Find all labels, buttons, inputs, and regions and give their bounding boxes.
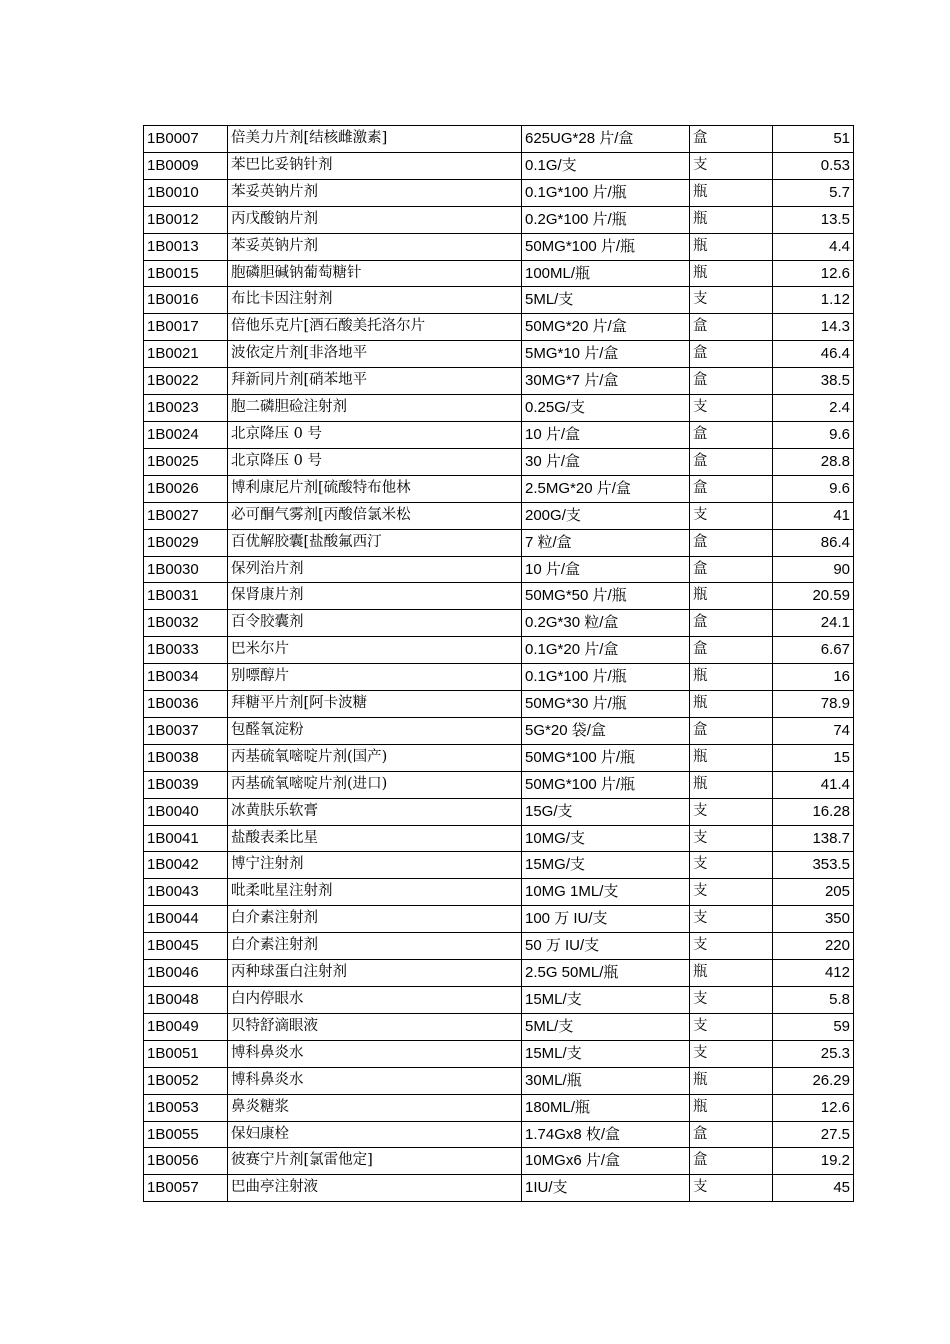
drug-price-cell: 20.59 [773, 583, 854, 610]
drug-code-cell: 1B0039 [144, 771, 228, 798]
drug-price-cell: 12.6 [773, 1094, 854, 1121]
drug-code-cell: 1B0041 [144, 825, 228, 852]
drug-name-cell: 博科鼻炎水 [228, 1040, 522, 1067]
drug-code-cell: 1B0032 [144, 610, 228, 637]
drug-unit-cell: 支 [690, 502, 773, 529]
drug-name-cell: 保妇康栓 [228, 1121, 522, 1148]
drug-code-cell: 1B0052 [144, 1067, 228, 1094]
drug-unit-cell: 支 [690, 1013, 773, 1040]
drug-spec-cell: 10MGx6 片/盒 [522, 1148, 690, 1175]
drug-code-cell: 1B0021 [144, 341, 228, 368]
drug-price-table [143, 125, 854, 1202]
drug-code-cell: 1B0009 [144, 152, 228, 179]
drug-price-cell: 9.6 [773, 475, 854, 502]
drug-name-cell: 丙种球蛋白注射剂 [228, 960, 522, 987]
drug-unit-cell: 盒 [690, 448, 773, 475]
drug-spec-cell: 0.1G*20 片/盒 [522, 637, 690, 664]
drug-spec-cell: 30 片/盒 [522, 448, 690, 475]
drug-unit-cell: 支 [690, 152, 773, 179]
drug-name-cell: 博科鼻炎水 [228, 1067, 522, 1094]
drug-unit-cell: 盒 [690, 1148, 773, 1175]
drug-code-cell: 1B0055 [144, 1121, 228, 1148]
drug-code-cell: 1B0010 [144, 179, 228, 206]
drug-spec-cell: 5MG*10 片/盒 [522, 341, 690, 368]
table-row [144, 1067, 854, 1094]
drug-spec-cell: 50MG*30 片/瓶 [522, 691, 690, 718]
drug-code-cell: 1B0036 [144, 691, 228, 718]
drug-price-cell: 41 [773, 502, 854, 529]
drug-unit-cell: 支 [690, 395, 773, 422]
drug-code-cell: 1B0037 [144, 717, 228, 744]
drug-unit-cell: 瓶 [690, 1067, 773, 1094]
drug-price-cell: 78.9 [773, 691, 854, 718]
drug-code-cell: 1B0048 [144, 987, 228, 1014]
drug-name-cell: 白内停眼水 [228, 987, 522, 1014]
table-row [144, 664, 854, 691]
drug-price-cell: 38.5 [773, 368, 854, 395]
drug-code-cell: 1B0044 [144, 906, 228, 933]
drug-name-cell: 胞磷胆碱钠葡萄糖针 [228, 260, 522, 287]
drug-name-cell: 白介素注射剂 [228, 906, 522, 933]
drug-price-cell: 13.5 [773, 206, 854, 233]
drug-unit-cell: 盒 [690, 1121, 773, 1148]
drug-name-cell: 白介素注射剂 [228, 933, 522, 960]
table-row [144, 314, 854, 341]
table-row [144, 717, 854, 744]
drug-price-cell: 19.2 [773, 1148, 854, 1175]
drug-unit-cell: 瓶 [690, 1094, 773, 1121]
drug-spec-cell: 5ML/支 [522, 1013, 690, 1040]
drug-code-cell: 1B0038 [144, 744, 228, 771]
drug-unit-cell: 瓶 [690, 771, 773, 798]
table-row [144, 1013, 854, 1040]
drug-name-cell: 百优解胶囊[盐酸氟西汀 [228, 529, 522, 556]
drug-unit-cell: 盒 [690, 421, 773, 448]
drug-name-cell: 布比卡因注射剂 [228, 287, 522, 314]
drug-code-cell: 1B0043 [144, 879, 228, 906]
drug-name-cell: 拜糖平片剂[阿卡波糖 [228, 691, 522, 718]
drug-name-cell: 倍他乐克片[酒石酸美托洛尔片 [228, 314, 522, 341]
drug-unit-cell: 盒 [690, 556, 773, 583]
drug-unit-cell: 支 [690, 798, 773, 825]
drug-code-cell: 1B0042 [144, 852, 228, 879]
drug-unit-cell: 瓶 [690, 260, 773, 287]
drug-price-cell: 6.67 [773, 637, 854, 664]
drug-price-cell: 138.7 [773, 825, 854, 852]
table-row [144, 260, 854, 287]
drug-code-cell: 1B0046 [144, 960, 228, 987]
drug-spec-cell: 50MG*100 片/瓶 [522, 771, 690, 798]
table-row [144, 341, 854, 368]
drug-price-cell: 90 [773, 556, 854, 583]
table-row [144, 206, 854, 233]
drug-unit-cell: 瓶 [690, 960, 773, 987]
table-row [144, 529, 854, 556]
drug-price-cell: 24.1 [773, 610, 854, 637]
drug-spec-cell: 50MG*100 片/瓶 [522, 744, 690, 771]
drug-unit-cell: 盒 [690, 717, 773, 744]
table-row [144, 1148, 854, 1175]
drug-name-cell: 丙基硫氧嘧啶片剂(国产) [228, 744, 522, 771]
drug-unit-cell: 瓶 [690, 691, 773, 718]
drug-price-cell: 412 [773, 960, 854, 987]
drug-code-cell: 1B0040 [144, 798, 228, 825]
drug-spec-cell: 100 万 IU/支 [522, 906, 690, 933]
drug-price-cell: 4.4 [773, 233, 854, 260]
drug-unit-cell: 支 [690, 879, 773, 906]
table-row [144, 798, 854, 825]
drug-spec-cell: 0.2G*100 片/瓶 [522, 206, 690, 233]
table-row [144, 879, 854, 906]
drug-spec-cell: 7 粒/盒 [522, 529, 690, 556]
drug-spec-cell: 625UG*28 片/盒 [522, 126, 690, 153]
drug-unit-cell: 盒 [690, 368, 773, 395]
drug-price-cell: 16 [773, 664, 854, 691]
drug-price-cell: 26.29 [773, 1067, 854, 1094]
table-row [144, 1121, 854, 1148]
drug-name-cell: 巴曲亭注射液 [228, 1175, 522, 1202]
drug-spec-cell: 0.1G*100 片/瓶 [522, 179, 690, 206]
drug-name-cell: 贝特舒滴眼液 [228, 1013, 522, 1040]
drug-unit-cell: 盒 [690, 475, 773, 502]
drug-code-cell: 1B0012 [144, 206, 228, 233]
drug-unit-cell: 盒 [690, 610, 773, 637]
drug-name-cell: 百令胶囊剂 [228, 610, 522, 637]
drug-spec-cell: 50MG*20 片/盒 [522, 314, 690, 341]
drug-code-cell: 1B0027 [144, 502, 228, 529]
drug-name-cell: 胞二磷胆硷注射剂 [228, 395, 522, 422]
drug-name-cell: 博宁注射剂 [228, 852, 522, 879]
drug-spec-cell: 5G*20 袋/盒 [522, 717, 690, 744]
drug-spec-cell: 15ML/支 [522, 1040, 690, 1067]
drug-price-cell: 51 [773, 126, 854, 153]
table-row [144, 448, 854, 475]
drug-unit-cell: 盒 [690, 314, 773, 341]
drug-code-cell: 1B0056 [144, 1148, 228, 1175]
drug-unit-cell: 支 [690, 987, 773, 1014]
drug-unit-cell: 支 [690, 1175, 773, 1202]
drug-price-cell: 14.3 [773, 314, 854, 341]
table-row [144, 852, 854, 879]
drug-code-cell: 1B0053 [144, 1094, 228, 1121]
drug-spec-cell: 50MG*50 片/瓶 [522, 583, 690, 610]
drug-price-cell: 25.3 [773, 1040, 854, 1067]
drug-name-cell: 北京降压 0 号 [228, 448, 522, 475]
table-row [144, 691, 854, 718]
table-row [144, 1040, 854, 1067]
drug-spec-cell: 30MG*7 片/盒 [522, 368, 690, 395]
drug-price-cell: 1.12 [773, 287, 854, 314]
drug-code-cell: 1B0030 [144, 556, 228, 583]
drug-price-cell: 41.4 [773, 771, 854, 798]
drug-unit-cell: 瓶 [690, 583, 773, 610]
drug-spec-cell: 15ML/支 [522, 987, 690, 1014]
drug-unit-cell: 支 [690, 825, 773, 852]
drug-spec-cell: 200G/支 [522, 502, 690, 529]
drug-code-cell: 1B0024 [144, 421, 228, 448]
table-row [144, 744, 854, 771]
table-row [144, 637, 854, 664]
table-row [144, 152, 854, 179]
drug-unit-cell: 支 [690, 852, 773, 879]
drug-unit-cell: 盒 [690, 126, 773, 153]
drug-code-cell: 1B0045 [144, 933, 228, 960]
drug-name-cell: 拜新同片剂[硝苯地平 [228, 368, 522, 395]
drug-unit-cell: 支 [690, 906, 773, 933]
drug-spec-cell: 0.2G*30 粒/盒 [522, 610, 690, 637]
drug-code-cell: 1B0013 [144, 233, 228, 260]
table-row [144, 1175, 854, 1202]
drug-name-cell: 苯妥英钠片剂 [228, 233, 522, 260]
drug-price-cell: 9.6 [773, 421, 854, 448]
table-body [144, 126, 854, 1202]
drug-code-cell: 1B0016 [144, 287, 228, 314]
table-row [144, 179, 854, 206]
drug-unit-cell: 支 [690, 1040, 773, 1067]
table-row [144, 960, 854, 987]
table-row [144, 987, 854, 1014]
table-row [144, 502, 854, 529]
drug-name-cell: 博利康尼片剂[硫酸特布他林 [228, 475, 522, 502]
table-row [144, 395, 854, 422]
drug-unit-cell: 瓶 [690, 664, 773, 691]
drug-name-cell: 巴米尔片 [228, 637, 522, 664]
drug-code-cell: 1B0033 [144, 637, 228, 664]
drug-price-cell: 28.8 [773, 448, 854, 475]
drug-code-cell: 1B0031 [144, 583, 228, 610]
drug-price-cell: 5.8 [773, 987, 854, 1014]
drug-name-cell: 丙戊酸钠片剂 [228, 206, 522, 233]
drug-price-cell: 12.6 [773, 260, 854, 287]
drug-price-cell: 15 [773, 744, 854, 771]
drug-price-cell: 45 [773, 1175, 854, 1202]
drug-price-cell: 5.7 [773, 179, 854, 206]
drug-code-cell: 1B0034 [144, 664, 228, 691]
drug-price-cell: 0.53 [773, 152, 854, 179]
drug-spec-cell: 100ML/瓶 [522, 260, 690, 287]
drug-spec-cell: 180ML/瓶 [522, 1094, 690, 1121]
drug-spec-cell: 30ML/瓶 [522, 1067, 690, 1094]
table-row [144, 421, 854, 448]
drug-price-cell: 350 [773, 906, 854, 933]
drug-spec-cell: 0.25G/支 [522, 395, 690, 422]
drug-code-cell: 1B0051 [144, 1040, 228, 1067]
table-row [144, 368, 854, 395]
drug-spec-cell: 10 片/盒 [522, 556, 690, 583]
table-row [144, 906, 854, 933]
drug-unit-cell: 瓶 [690, 744, 773, 771]
table-row [144, 287, 854, 314]
drug-name-cell: 苯妥英钠片剂 [228, 179, 522, 206]
drug-name-cell: 吡柔吡星注射剂 [228, 879, 522, 906]
drug-price-cell: 220 [773, 933, 854, 960]
drug-price-cell: 59 [773, 1013, 854, 1040]
drug-price-cell: 46.4 [773, 341, 854, 368]
drug-unit-cell: 盒 [690, 529, 773, 556]
drug-unit-cell: 盒 [690, 341, 773, 368]
drug-name-cell: 鼻炎糖浆 [228, 1094, 522, 1121]
table-row [144, 475, 854, 502]
drug-name-cell: 必可酮气雾剂[丙酸倍氯米松 [228, 502, 522, 529]
drug-spec-cell: 0.1G/支 [522, 152, 690, 179]
drug-name-cell: 波依定片剂[非洛地平 [228, 341, 522, 368]
drug-spec-cell: 1IU/支 [522, 1175, 690, 1202]
drug-code-cell: 1B0015 [144, 260, 228, 287]
drug-spec-cell: 5ML/支 [522, 287, 690, 314]
drug-unit-cell: 盒 [690, 637, 773, 664]
table-row [144, 1094, 854, 1121]
drug-spec-cell: 15MG/支 [522, 852, 690, 879]
drug-spec-cell: 10MG/支 [522, 825, 690, 852]
table-row [144, 126, 854, 153]
drug-name-cell: 冰黄肤乐软膏 [228, 798, 522, 825]
drug-code-cell: 1B0026 [144, 475, 228, 502]
drug-spec-cell: 10 片/盒 [522, 421, 690, 448]
drug-spec-cell: 2.5G 50ML/瓶 [522, 960, 690, 987]
drug-unit-cell: 支 [690, 287, 773, 314]
table-row [144, 771, 854, 798]
drug-spec-cell: 50 万 IU/支 [522, 933, 690, 960]
drug-price-cell: 2.4 [773, 395, 854, 422]
table-row [144, 610, 854, 637]
drug-unit-cell: 支 [690, 933, 773, 960]
drug-spec-cell: 0.1G*100 片/瓶 [522, 664, 690, 691]
drug-name-cell: 倍美力片剂[结核雌激素] [228, 126, 522, 153]
drug-code-cell: 1B0022 [144, 368, 228, 395]
drug-name-cell: 北京降压 0 号 [228, 421, 522, 448]
drug-price-cell: 86.4 [773, 529, 854, 556]
drug-code-cell: 1B0025 [144, 448, 228, 475]
drug-name-cell: 彼赛宁片剂[氯雷他定] [228, 1148, 522, 1175]
drug-spec-cell: 50MG*100 片/瓶 [522, 233, 690, 260]
drug-code-cell: 1B0023 [144, 395, 228, 422]
drug-name-cell: 包醛氧淀粉 [228, 717, 522, 744]
drug-code-cell: 1B0007 [144, 126, 228, 153]
table-row [144, 233, 854, 260]
drug-code-cell: 1B0057 [144, 1175, 228, 1202]
table-row [144, 933, 854, 960]
drug-code-cell: 1B0017 [144, 314, 228, 341]
table-row [144, 825, 854, 852]
drug-unit-cell: 瓶 [690, 206, 773, 233]
drug-price-cell: 205 [773, 879, 854, 906]
drug-spec-cell: 2.5MG*20 片/盒 [522, 475, 690, 502]
drug-price-cell: 74 [773, 717, 854, 744]
drug-unit-cell: 瓶 [690, 233, 773, 260]
drug-code-cell: 1B0049 [144, 1013, 228, 1040]
drug-name-cell: 盐酸表柔比星 [228, 825, 522, 852]
drug-spec-cell: 15G/支 [522, 798, 690, 825]
table-row [144, 556, 854, 583]
drug-name-cell: 苯巴比妥钠针剂 [228, 152, 522, 179]
drug-name-cell: 别嘌醇片 [228, 664, 522, 691]
drug-price-cell: 16.28 [773, 798, 854, 825]
drug-price-cell: 353.5 [773, 852, 854, 879]
drug-unit-cell: 瓶 [690, 179, 773, 206]
drug-name-cell: 丙基硫氧嘧啶片剂(进口) [228, 771, 522, 798]
drug-code-cell: 1B0029 [144, 529, 228, 556]
drug-name-cell: 保肾康片剂 [228, 583, 522, 610]
drug-price-cell: 27.5 [773, 1121, 854, 1148]
table-row [144, 583, 854, 610]
drug-spec-cell: 1.74Gx8 枚/盒 [522, 1121, 690, 1148]
drug-name-cell: 保列治片剂 [228, 556, 522, 583]
drug-spec-cell: 10MG 1ML/支 [522, 879, 690, 906]
